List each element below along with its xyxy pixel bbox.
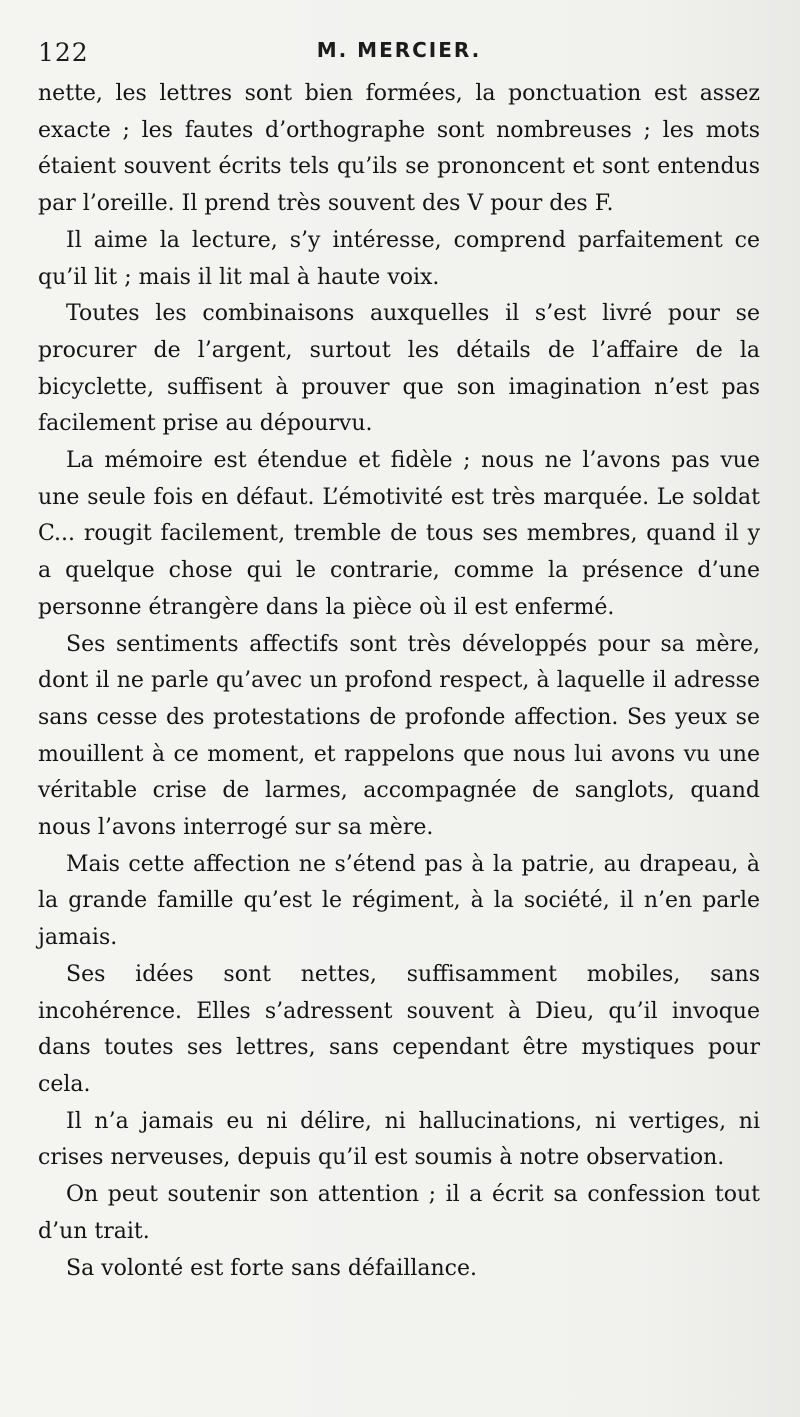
paragraph: Il n’a jamais eu ni délire, ni hallucinations, ni vertiges, ni crises nerveuses, depuis qu’il est soumis à notre observation. [38,1108,760,1171]
running-head-author: M. MERCIER. [316,38,482,62]
paragraph: Ses idées sont nettes, suffisamment mobiles, sans incohérence. Elles s’adressent souvent à Dieu, qu’il invoque dans toutes ses lettres, sans cependant être mystiques pour cela. [38,961,760,1097]
paragraph: Ses sentiments affectifs sont très développés pour sa mère, dont il ne parle qu’avec un profond respect, à laquelle il adresse sans cesse des protestations de profonde affection. Ses yeux se mouillent à ce moment, et rappelons que nous lui avons vu une véritable crise de larmes, accompagnée de sanglots, quand nous l’avons interrogé sur sa mère. [38,631,760,841]
paragraph: Sa volonté est forte sans défaillance. [66,1255,478,1281]
paragraph: Toutes les combinaisons auxquelles il s’est livré pour se procurer de l’argent, surtout les détails de l’affaire de la bicyclette, suffisent à prouver que son imagination n’est pas facilement prise au dépourvu. [38,301,760,437]
running-head [38,28,760,68]
paragraph: On peut soutenir son attention ; il a écrit sa confession tout d’un trait. [38,1182,760,1244]
paragraph: La mémoire est étendue et fidèle ; nous ne l’avons pas vue une seule fois en défaut. L’émotivité est très marquée. Le soldat C... rougit facilement, tremble de tous ses membres, quand il y a quelque chose qui le contrarie, comme la présence d’une personne étrangère dans la pièce où il est enfermé. [38,448,760,620]
paragraph-continued: nette, les lettres sont bien formées, la ponctuation est assez exacte ; les fautes d’orthographe sont nombreuses ; les mots étaient souvent écrits tels qu’ils se prononcent et sont entendus par l’oreille. Il prend très souvent des V pour des F. [38,81,760,217]
paragraph: Il aime la lecture, s’y intéresse, comprend parfaitement ce qu’il lit ; mais il lit mal à haute voix. [38,227,760,290]
body-text [38,76,760,1287]
paragraph: Mais cette affection ne s’étend pas à la patrie, au drapeau, à la grande famille qu’est le régiment, à la société, il n’en parle jamais. [38,851,760,951]
page-number: 122 [38,38,89,67]
